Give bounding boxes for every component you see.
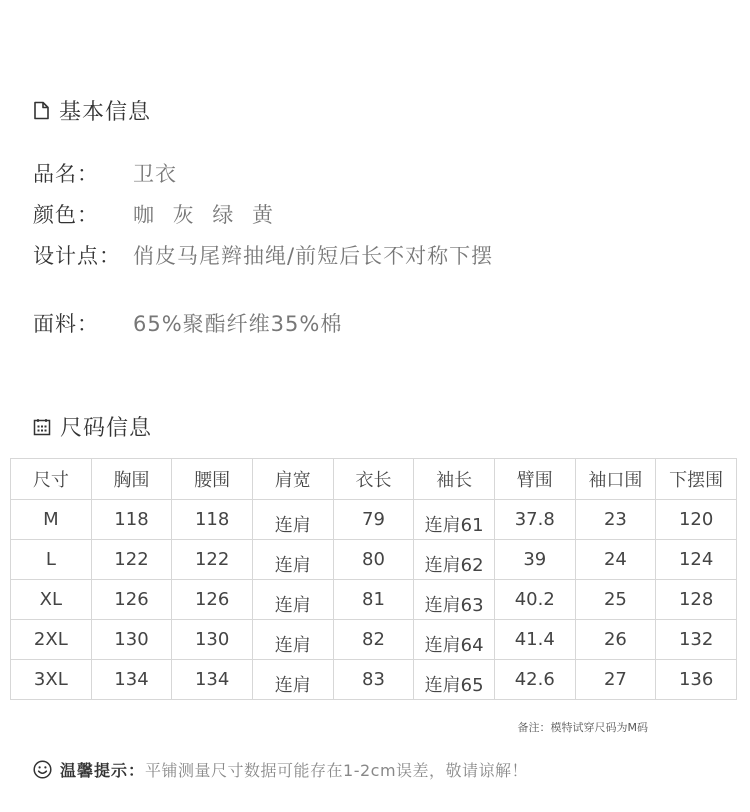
info-row-design: [33, 240, 493, 270]
header-size: 尺寸: [11, 459, 92, 500]
header-hem: 下摆围: [656, 459, 737, 500]
table-cell: 118: [172, 500, 253, 540]
cell-text: 连肩62: [424, 554, 484, 576]
basic-info-title-text: 基本信息: [59, 100, 152, 125]
table-cell: 124: [656, 540, 737, 580]
cell-text: 连肩: [274, 514, 311, 536]
table-cell: 134: [91, 660, 172, 700]
info-value-name: 卫衣: [133, 162, 177, 186]
table-cell: [252, 620, 333, 660]
table-row: [11, 620, 737, 660]
table-cell: [252, 540, 333, 580]
table-cell: 83: [333, 660, 414, 700]
document-icon: [33, 101, 50, 120]
table-row: [11, 660, 737, 700]
table-cell: [414, 620, 495, 660]
table-cell: 40.2: [494, 580, 575, 620]
table-cell: [252, 500, 333, 540]
table-cell: 37.8: [494, 500, 575, 540]
table-cell: 81: [333, 580, 414, 620]
table-cell: [414, 500, 495, 540]
table-cell: [414, 540, 495, 580]
cell-text: 连肩65: [424, 674, 484, 696]
table-cell: [414, 580, 495, 620]
info-value-color: 咖 灰 绿 黄: [133, 203, 280, 227]
table-cell: XL: [11, 580, 92, 620]
warm-tip: [33, 758, 528, 781]
table-cell: [252, 660, 333, 700]
table-cell: 134: [172, 660, 253, 700]
table-cell: 2XL: [11, 620, 92, 660]
header-length: 衣长: [333, 459, 414, 500]
table-cell: 25: [575, 580, 656, 620]
table-cell: L: [11, 540, 92, 580]
table-cell: 132: [656, 620, 737, 660]
table-row: [11, 500, 737, 540]
table-cell: 120: [656, 500, 737, 540]
table-cell: 26: [575, 620, 656, 660]
table-cell: 23: [575, 500, 656, 540]
table-cell: [414, 660, 495, 700]
header-chest: 胸围: [91, 459, 172, 500]
info-label-color: 颜色：: [33, 203, 99, 227]
size-info-title-text: 尺码信息: [60, 416, 153, 441]
table-cell: 118: [91, 500, 172, 540]
cell-text: 连肩: [274, 634, 311, 656]
info-label-design: 设计点：: [33, 244, 121, 268]
cell-text: 连肩61: [424, 514, 484, 536]
info-row-fabric: [33, 308, 342, 338]
table-cell: 80: [333, 540, 414, 580]
table-row: [11, 540, 737, 580]
header-shoulder: 肩宽: [252, 459, 333, 500]
table-cell: 42.6: [494, 660, 575, 700]
size-note: 备注：模特试穿尺码为M码: [517, 721, 648, 734]
header-cuff: 袖口围: [575, 459, 656, 500]
cell-text: 连肩: [274, 554, 311, 576]
header-waist: 腰围: [172, 459, 253, 500]
table-cell: 126: [91, 580, 172, 620]
table-cell: 122: [91, 540, 172, 580]
table-cell: 24: [575, 540, 656, 580]
cell-text: 连肩: [274, 674, 311, 696]
table-cell: 130: [172, 620, 253, 660]
info-value-design: 俏皮马尾辫抽绳/前短后长不对称下摆: [133, 244, 494, 268]
table-cell: 122: [172, 540, 253, 580]
header-sleeve: 袖长: [414, 459, 495, 500]
tip-text: 平铺测量尺寸数据可能存在1-2cm误差，敬请谅解！: [145, 761, 529, 780]
cell-text: 连肩63: [424, 594, 484, 616]
cell-text: 连肩: [274, 594, 311, 616]
info-row-color: [33, 199, 279, 229]
tip-label: 温馨提示：: [60, 761, 146, 780]
table-cell: 39: [494, 540, 575, 580]
table-cell: 3XL: [11, 660, 92, 700]
table-cell: 126: [172, 580, 253, 620]
info-label-name: 品名：: [33, 162, 99, 186]
size-info-title: [33, 411, 152, 442]
smiley-icon: [33, 760, 52, 779]
info-label-fabric: 面料：: [33, 312, 99, 336]
size-table: [10, 458, 737, 700]
header-arm: 臂围: [494, 459, 575, 500]
table-cell: 41.4: [494, 620, 575, 660]
basic-info-title: [33, 95, 151, 126]
table-cell: [252, 580, 333, 620]
table-cell: 130: [91, 620, 172, 660]
table-cell: 136: [656, 660, 737, 700]
table-header-row: [11, 459, 737, 500]
table-row: [11, 580, 737, 620]
table-cell: M: [11, 500, 92, 540]
info-row-name: [33, 158, 177, 188]
table-cell: 82: [333, 620, 414, 660]
info-value-fabric: 65%聚酯纤维35%棉: [133, 312, 343, 336]
table-cell: 79: [333, 500, 414, 540]
calendar-icon: [33, 418, 51, 436]
table-cell: 27: [575, 660, 656, 700]
table-cell: 128: [656, 580, 737, 620]
cell-text: 连肩64: [424, 634, 484, 656]
